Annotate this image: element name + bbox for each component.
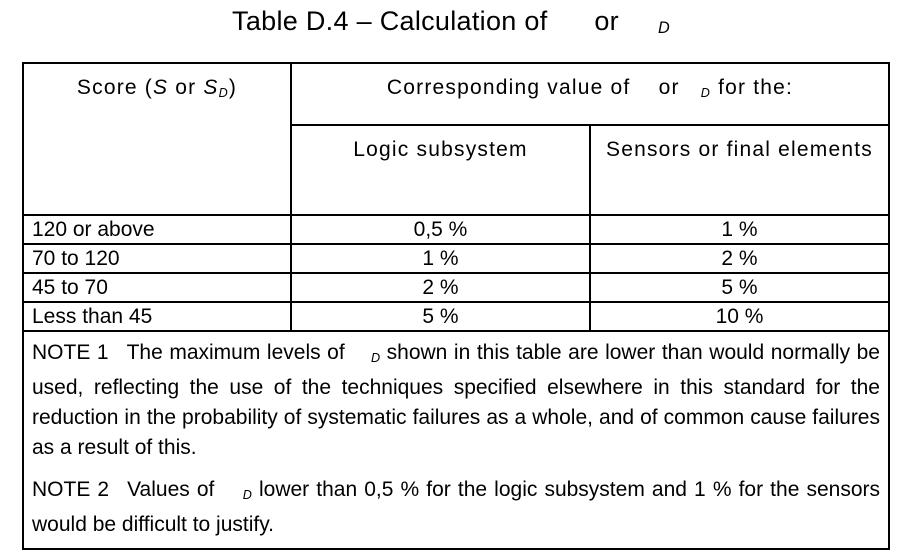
note-1-subscript-d: D xyxy=(370,351,381,365)
sensors-value-cell: 1 % xyxy=(590,215,889,244)
header-score-sd: S xyxy=(203,76,219,99)
sensors-value-cell: 5 % xyxy=(590,273,889,302)
note-2-text-before: Values of xyxy=(127,478,215,501)
header-sensors-final-elements: Sensors or final elements xyxy=(590,125,889,215)
table-row xyxy=(23,244,889,273)
header-score-prefix: Score ( xyxy=(76,76,153,99)
header-span-prefix: Corresponding value of xyxy=(386,76,631,99)
note-1 xyxy=(32,338,880,463)
calculation-table xyxy=(22,62,890,550)
note-2-subscript-d: D xyxy=(242,488,252,502)
note-2-label: NOTE 2 xyxy=(32,478,110,501)
table-row xyxy=(23,302,889,331)
header-row-1 xyxy=(23,63,889,125)
score-cell: 45 to 70 xyxy=(23,273,291,302)
logic-value-cell: 1 % xyxy=(291,244,590,273)
score-cell: 120 or above xyxy=(23,215,291,244)
header-span-or: or xyxy=(658,76,680,99)
title-prefix: Table D.4 – Calculation of xyxy=(232,6,548,36)
note-1-text-before: The maximum levels of xyxy=(126,341,345,364)
header-corresponding-value xyxy=(291,63,889,125)
note-1-label: NOTE 1 xyxy=(32,341,109,364)
header-score-sd-subscript: D xyxy=(218,86,229,100)
notes-cell xyxy=(23,331,889,549)
table-container xyxy=(22,62,888,550)
table-title xyxy=(0,6,902,38)
header-span-suffix: for the: xyxy=(718,76,794,99)
score-cell: 70 to 120 xyxy=(23,244,291,273)
score-cell: Less than 45 xyxy=(23,302,291,331)
header-score-s: S xyxy=(153,76,169,99)
note-2 xyxy=(32,475,880,540)
header-score xyxy=(23,63,291,215)
table-row xyxy=(23,273,889,302)
title-subscript-d: D xyxy=(657,19,670,37)
note-2-text-after: lower than 0,5 % for the logic subsystem and 1 % for the sensors would be difficult to justify. xyxy=(32,478,880,536)
notes-row xyxy=(23,331,889,549)
logic-value-cell: 2 % xyxy=(291,273,590,302)
logic-value-cell: 5 % xyxy=(291,302,590,331)
note-1-text-after: shown in this table are lower than would normally be used, reflecting the use of the techniques specified elsewhere in this standard for the reduction in the probability of systematic failures as a whole, and of common cause failures as a result of this. xyxy=(32,341,880,459)
logic-value-cell: 0,5 % xyxy=(291,215,590,244)
header-span-subscript-d: D xyxy=(700,86,712,100)
header-score-or: or xyxy=(168,76,204,99)
sensors-value-cell: 2 % xyxy=(590,244,889,273)
title-or: or xyxy=(594,6,619,36)
header-score-suffix: ) xyxy=(228,76,238,99)
header-logic-subsystem: Logic subsystem xyxy=(291,125,590,215)
sensors-value-cell: 10 % xyxy=(590,302,889,331)
table-row xyxy=(23,215,889,244)
